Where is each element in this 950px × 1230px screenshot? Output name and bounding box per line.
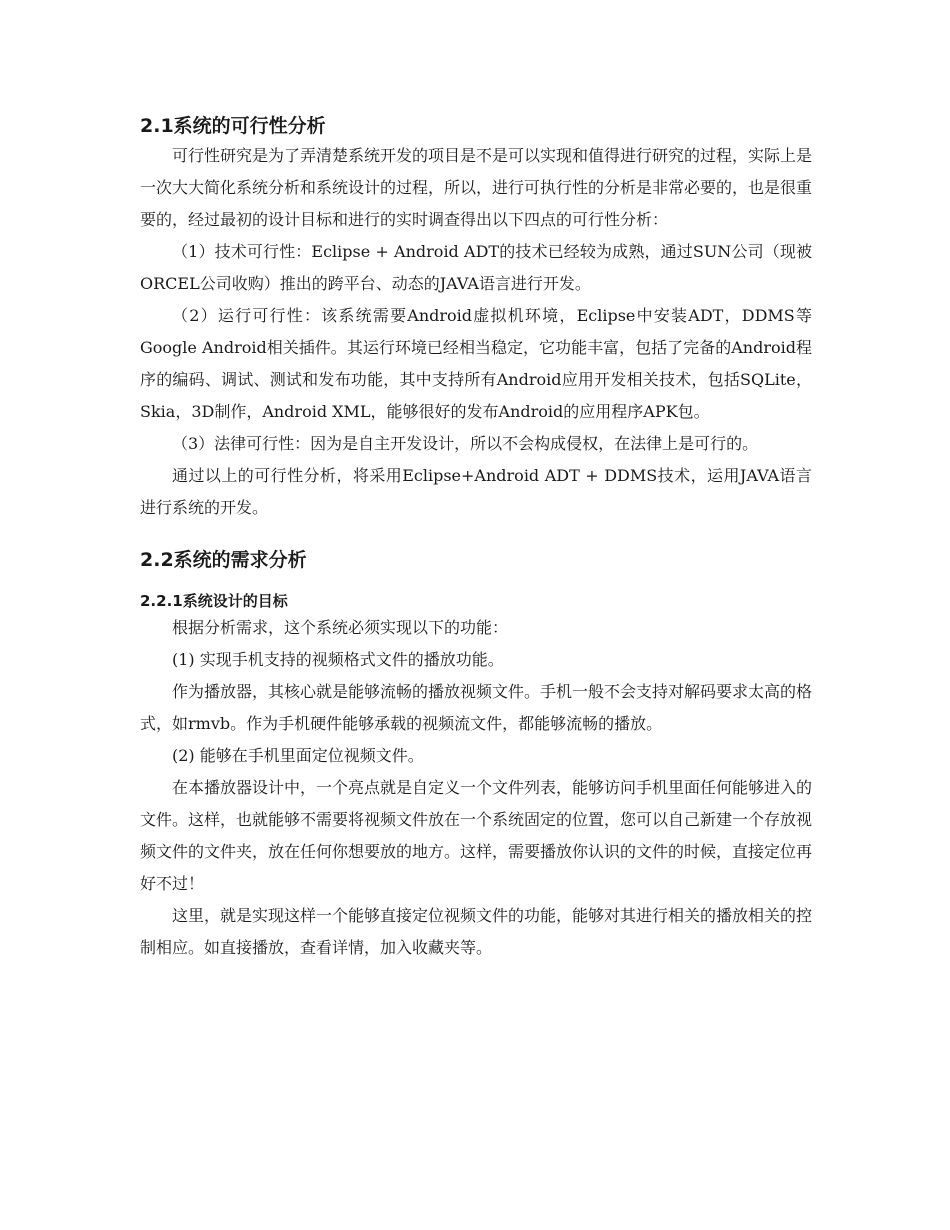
paragraph-requirement-1: (1) 实现手机支持的视频格式文件的播放功能。 bbox=[172, 650, 504, 669]
paragraph-feasibility-intro: 可行性研究是为了弄清楚系统开发的项目是不是可以实现和值得进行研究的过程，实际上是一次大大简化系统分析和系统设计的过程，所以，进行可执行性的分析是非常必要的，也是很重要的，经过最初的设计目标和进行的实时调查得出以下四点的可行性分析： bbox=[140, 146, 813, 229]
paragraph-feasibility-conclusion: 通过以上的可行性分析，将采用Eclipse+Android ADT + DDMS技术，运用JAVA语言进行系统的开发。 bbox=[140, 466, 812, 517]
paragraph-requirement-2-summary: 这里，就是实现这样一个能够直接定位视频文件的功能，能够对其进行相关的播放相关的控制相应。如直接播放，查看详情，加入收藏夹等。 bbox=[140, 906, 813, 957]
paragraph-technical-feasibility: （1）技术可行性：Eclipse + Android ADT的技术已经较为成熟，通过SUN公司（现被ORCEL公司收购）推出的跨平台、动态的JAVA语言进行开发。 bbox=[140, 242, 812, 293]
paragraph-requirement-2-detail: 在本播放器设计中，一个亮点就是自定义一个文件列表，能够访问手机里面任何能够进入的文件。这样，也就能够不需要将视频文件放在一个系统固定的位置，您可以自己新建一个存放视频文件的文件夹，放在任何你想要放的地方。这样，需要播放你认识的文件的时候，直接定位再好不过！ bbox=[140, 778, 813, 893]
paragraph-operational-feasibility: （2）运行可行性：该系统需要Android虚拟机环境，Eclipse中安装ADT，DDMS等Google Android相关插件。其运行环境已经相当稳定，它功能丰富，包括了完备的Android程序的编码、调试、测试和发布功能，其中支持所有Android应用开发相关技术，包括SQLite，Skia，3D制作，Android XML，能够很好的发布Android的应用程序APK包。 bbox=[140, 306, 812, 421]
paragraph-legal-feasibility: （3）法律可行性：因为是自主开发设计，所以不会构成侵权，在法律上是可行的。 bbox=[172, 434, 759, 453]
section-heading-feasibility: 2.1系统的可行性分析 bbox=[140, 115, 326, 137]
paragraph-requirement-1-detail: 作为播放器，其核心就是能够流畅的播放视频文件。手机一般不会支持对解码要求太高的格式，如rmvb。作为手机硬件能够承载的视频流文件，都能够流畅的播放。 bbox=[140, 682, 813, 733]
section-heading-requirements: 2.2系统的需求分析 bbox=[140, 549, 307, 571]
subsection-heading-design-goals: 2.2.1系统设计的目标 bbox=[140, 592, 288, 610]
paragraph-requirement-2: (2) 能够在手机里面定位视频文件。 bbox=[172, 746, 424, 765]
document-page bbox=[140, 112, 812, 964]
paragraph-requirements-intro: 根据分析需求，这个系统必须实现以下的功能： bbox=[172, 618, 509, 637]
